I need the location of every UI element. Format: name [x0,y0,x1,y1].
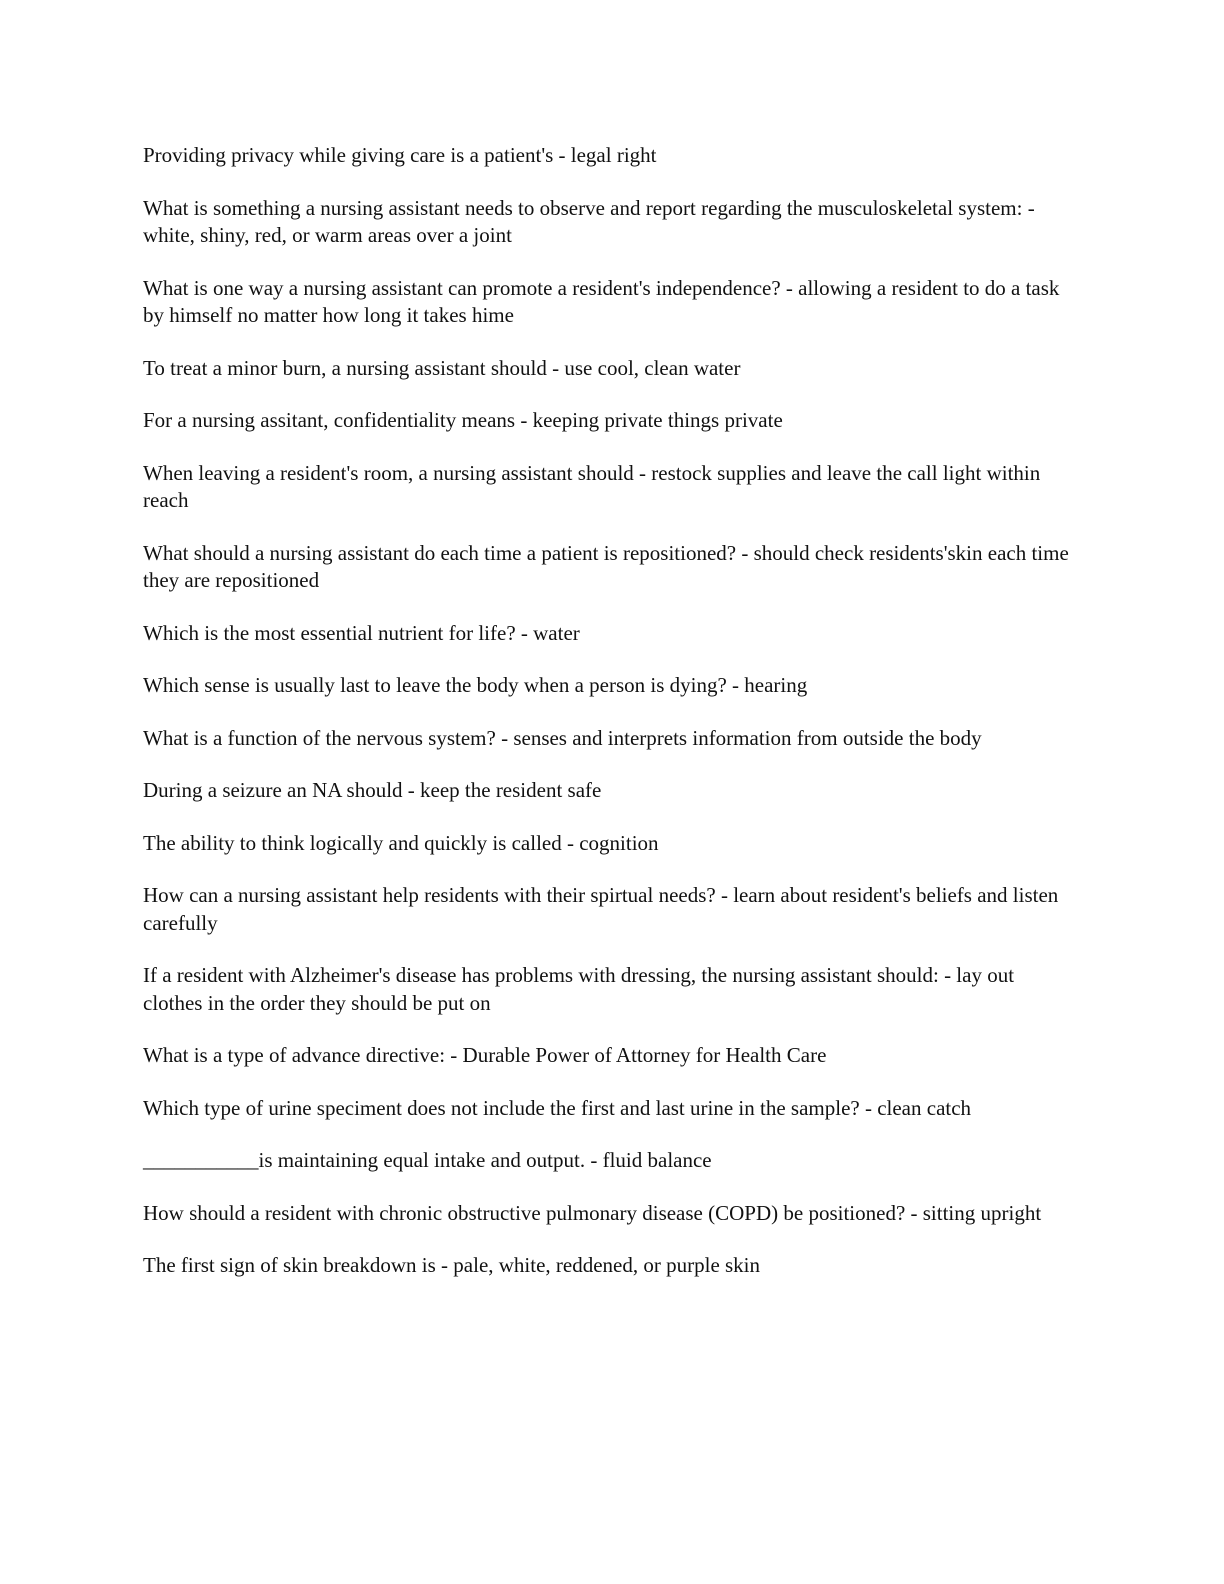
qa-item: How can a nursing assistant help residents with their spirtual needs? - learn about resident's beliefs and listen carefully [143,883,1059,935]
qa-item: What is a function of the nervous system? - senses and interprets information from outside the body [143,725,982,750]
qa-item: To treat a minor burn, a nursing assistant should - use cool, clean water [143,355,741,380]
qa-item: If a resident with Alzheimer's disease has problems with dressing, the nursing assistant should: - lay out clothes in the order they should be put on [143,963,1015,1015]
qa-item: How should a resident with chronic obstructive pulmonary disease (COPD) be positioned? - sitting upright [143,1200,1042,1225]
qa-item: What is a type of advance directive: - Durable Power of Attorney for Health Care [143,1043,827,1067]
qa-item: Providing privacy while giving care is a patient's - legal right [143,143,657,167]
qa-item: The ability to think logically and quickly is called - cognition [143,830,659,855]
qa-item: What should a nursing assistant do each time a patient is repositioned? - should check residents'skin each time they are repositioned [143,540,1069,592]
qa-item: When leaving a resident's room, a nursing assistant should - restock supplies and leave the call light within reach [143,460,1041,512]
qa-list [143,142,1078,1305]
qa-item: For a nursing assitant, confidentiality means - keeping private things private [143,408,783,432]
qa-item: Which sense is usually last to leave the body when a person is dying? - hearing [143,673,808,697]
qa-item: ___________is maintaining equal intake and output. - fluid balance [143,1148,712,1172]
qa-item: During a seizure an NA should - keep the resident safe [143,778,602,802]
qa-item: The first sign of skin breakdown is - pale, white, reddened, or purple skin [143,1253,761,1277]
qa-item: Which is the most essential nutrient for life? - water [143,620,580,645]
qa-item: Which type of urine speciment does not include the first and last urine in the sample? - clean catch [143,1095,972,1120]
qa-item: What is something a nursing assistant needs to observe and report regarding the musculoskeletal system: - white, shiny, red, or warm areas over a joint [143,195,1035,247]
qa-item: What is one way a nursing assistant can promote a resident's independence? - allowing a resident to do a task by himself no matter how long it takes hime [143,275,1060,327]
